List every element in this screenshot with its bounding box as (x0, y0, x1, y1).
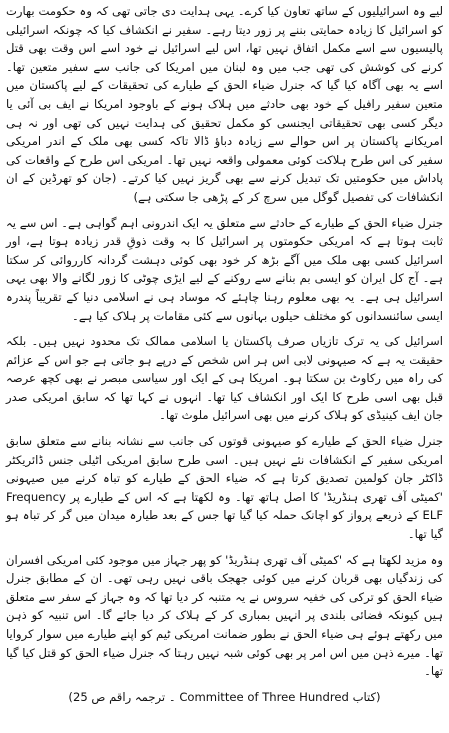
paragraph-2: جنرل ضیاء الحق کے طیارے کے حادثے سے متعلق یہ ایک اندرونی اہم گواہی ہے۔ اس سے یہ ثابت ہوتا ہے کہ امریکی حکومتوں پر اسرائیل کا بہ وقت ذوقِ قدر زیادہ ہوتا ہے، اور اسرائیل کسی بھی ملک میں آگے بڑھ کر خود بھی کوئی دہشت گردانہ کارروائی کر سکتا ہے۔ آج کل ایران کو ایسی بم بنانے سے روکنے کے لیے ایڑی چوٹی کا زور لگانے والا بھی یہی اسرائیل ہی ہے۔ یہ بھی معلوم رہنا چاہئے کہ موساد ہی نے اسلامی دنیا کے تقریباً پندرہ ایسی سائنسدانوں کو مختلف حیلوں بہانوں سے کئی مقامات پر ہلاک کیا ہے۔ (6, 215, 443, 323)
source-caption: (کتاب Committee of Three Hundred ۔ ترجمہ راقم ص 25) (68, 689, 381, 704)
paragraph-5: وہ مزید لکھتا ہے کہ 'کمیٹی آف تھری ہنڈریڈ' کو پھر جہاز میں موجود کئی امریکی افسران کی زندگیاں بھی قربان کرنے میں کوئی جھجک باقی نہیں رہی تھی۔ ان کے مطابق جنرل ضیاء الحق کو ترکی کی خفیہ سروس نے یہ متنبہ کر دیا تھا کہ وہ جہاز کے سفر سے متعلق ہیں کیونکہ فضائی بلندی پر انہیں بمباری کر کے ہلاک کر دیا جائے گا۔ اس تنبیہ کو ذہن میں رکھتے ہوئے ہی ضیاء الحق نے بطور ضمانت امریکی ٹیم کو اپنے طیارے میں سوار کروایا تھا۔ میرے ذہن میں اس امر پر بھی کوئی شبہ نہیں رہتا کہ جنرل ضیاء الحق کو قتل کیا گیا تھا۔ (6, 552, 443, 679)
paragraph-3: اسرائیل کی یہ ترک تازیاں صرف پاکستان یا اسلامی ممالک تک محدود نہیں ہیں۔ بلکہ حقیقت یہ ہے کہ صیہونی لابی اس ہر اس شخص کے درپے ہو جاتی ہے جو اس کے عزائم کی راہ میں رکاوٹ بن سکتا ہو۔ امریکا ہی کے ایک اور سیاسی مبصر نے بھی کچھ عرصہ قبل بھی اسی طرح کا ایک اور انکشاف کیا تھا۔ انہوں نے کہا تھا کہ سابق امریکی صدر جان ایف کینیڈی کو ہلاک کرنے میں بھی اسرائیل ملوث تھا۔ (6, 334, 443, 423)
paragraph-1: لیے وہ اسرائیلیوں کے ساتھ تعاون کیا کرے۔ یہی ہدایت دی جاتی تھی کہ وہ حکومت بھارت کو اسرائیل کا زیادہ حمایتی بننے پر زور دیتا رہے۔ سفیر نے انکشاف کیا کہ چونکہ اسرائیلی پالیسیوں سے اسے مکمل اتفاق نہیں تھا، اس لیے اسرائیل نے خود اسے اس وقت بھی قتل کرنے کی کوشش کی تھی جب میں وہ لبنان میں امریکا کی جانب سے سفیر متعین تھا۔ اسے یہ بھی آگاہ کیا گیا کہ جنرل ضیاء الحق کے طیارے کی تحقیقات کے لیے پاکستان میں متعین سفیر رافیل کے خود بھی حادثے میں ہلاک ہونے کے باوجود امریکا نے ایف بی آئی یا دیگر کسی بھی تحقیقاتی ایجنسی کو مکمل تحقیق کی ہدایت نہیں کی تھی اور نہ ہی امریکانے پاکستان پر اس حوالے سے زیادہ دباؤ ڈالا تاکہ کسی بھی ملک کے اندر امریکی سفیر کی اس طرح ہلاکت کوئی معمولی واقعہ نہیں تھا۔ امریکی اس طرح کے واقعات کی پاداش میں حکومتیں تک تبدیل کرنے سے بھی گریز نہیں کیا کرتے۔ (جان کو تھرڈین کے ان انکشافات کی تفصیل گوگل میں سرچ کر کے پڑھی جا سکتی ہے) (6, 4, 443, 204)
paragraph-4: جنرل ضیاء الحق کے طیارے کو صیہونی قوتوں کی جانب سے نشانہ بنانے سے متعلق سابق امریکی سفیر کے انکشافات نئے نہیں ہیں۔ اسی طرح سابق امریکی اٹیلی جنس ڈائریکٹر ڈاکٹر جان کولمین تصدیق کرتا ہے کہ ضیاء الحق کے طیارے کو تباہ کرنے میں صیہونی 'کمیٹی آف تھری ہنڈریڈ' کا اصل ہاتھ تھا۔ وہ لکھتا ہے کہ اس کے طیارے پر Frequency ELF کے ذریعے پرواز کو اچانک حملہ کیا گیا تھا جس کے بعد طیارہ میدان میں گر کر تباہ ہو گیا تھا۔ (6, 434, 443, 542)
document-page (6, 2, 443, 731)
